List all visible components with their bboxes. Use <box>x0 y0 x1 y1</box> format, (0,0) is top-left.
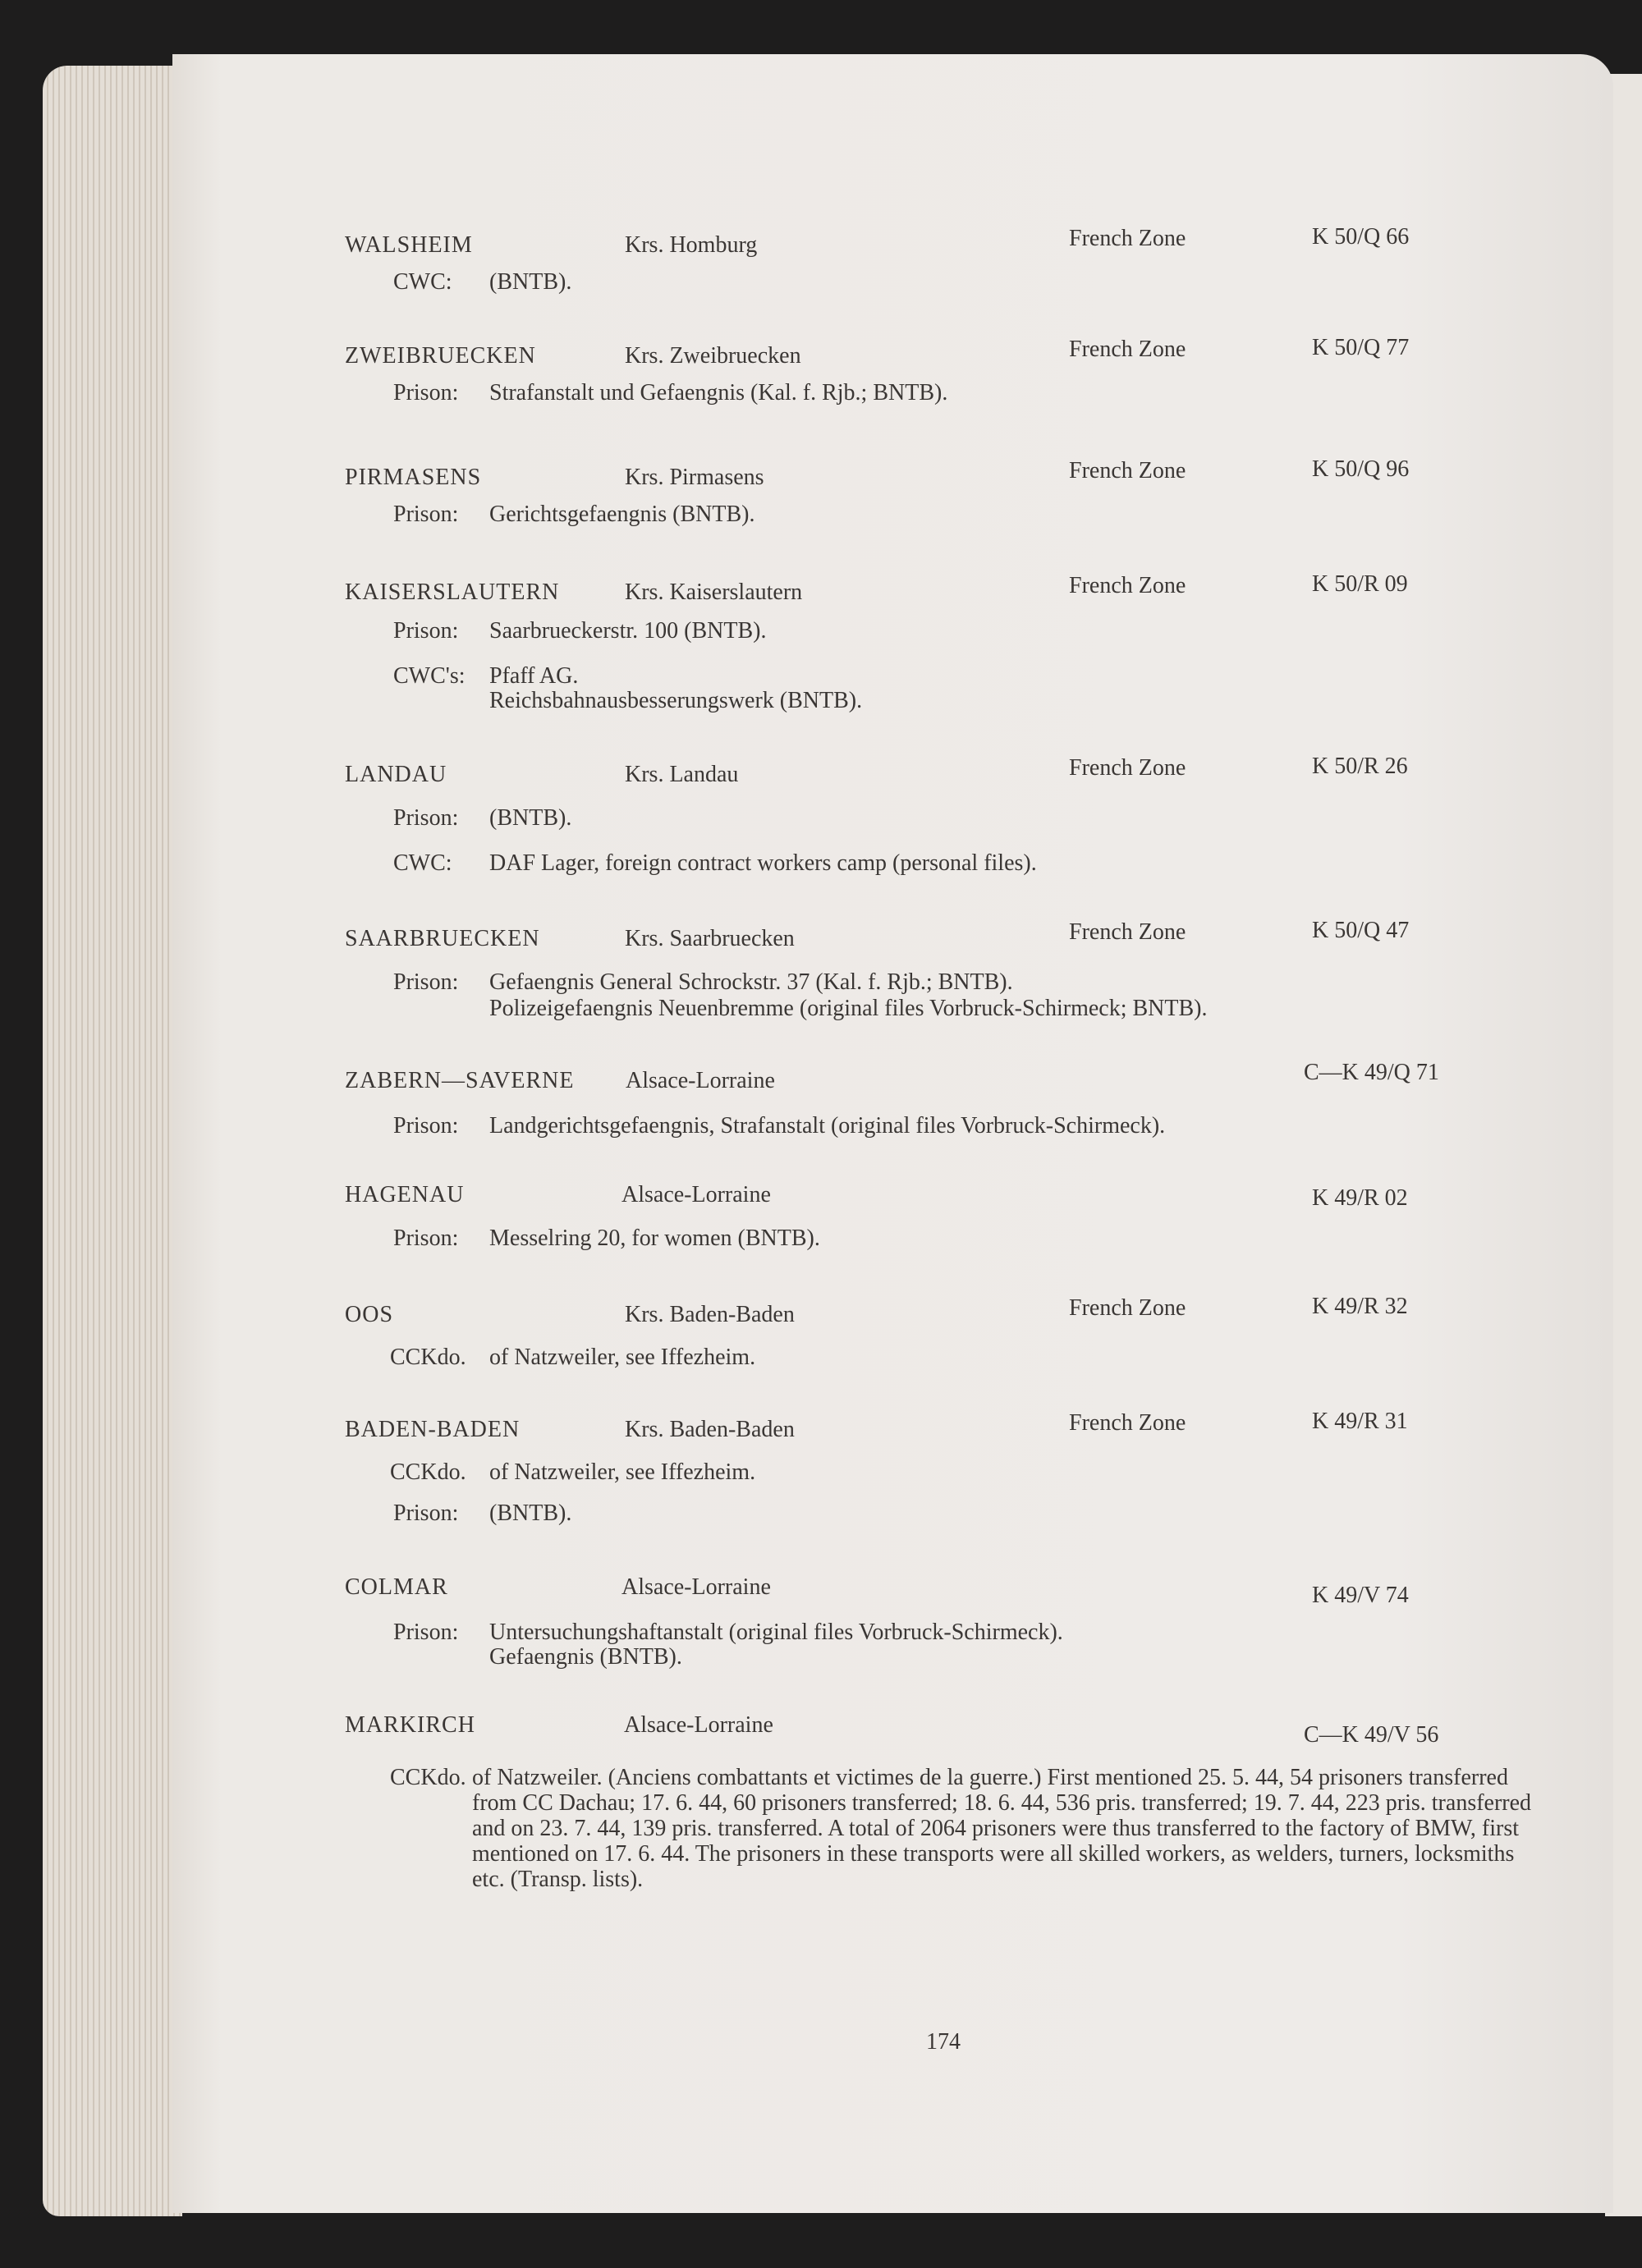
entry-zone: French Zone <box>1069 1295 1186 1321</box>
detail-text: of Natzweiler. (Anciens combattants et victimes de la guerre.) First mentioned 25. 5. 44, 54 prisoners transferred from CC Dachau; 17. 6. 44, 60 prisoners transferred; 18. 6. 44, 536 pris. transferred; 19. 7. 44, 223 pris. transferred and on 23. 7. 44, 139 pris. transferred. A total of 2064 prisoners were thus transferred to the factory of BMW, first mentioned on 17. 6. 44. The prisoners in these transports were all skilled workers, as welders, turners, locksmiths etc. (Transp. lists). <box>472 1765 1532 1892</box>
detail-label: CCKdo. <box>390 1765 466 1790</box>
detail-label: Prison: <box>393 969 459 995</box>
detail-text: (BNTB). <box>489 805 572 831</box>
detail-text: Untersuchungshaftanstalt (original files Vorbruck-Schirmeck). <box>489 1620 1063 1645</box>
detail-label: CWC: <box>393 850 452 876</box>
entry-ref: K 50/Q 66 <box>1312 224 1410 250</box>
detail-text: Saarbrueckerstr. 100 (BNTB). <box>489 618 767 644</box>
entry-name: MARKIRCH <box>345 1712 475 1738</box>
detail-label: CCKdo. <box>390 1345 466 1370</box>
markirch-description <box>390 1765 1548 1892</box>
entry-name: HAGENAU <box>345 1182 465 1207</box>
entry-district: Alsace-Lorraine <box>621 1182 771 1207</box>
entry-district: Alsace-Lorraine <box>624 1712 773 1738</box>
detail-label: CCKdo. <box>390 1459 466 1485</box>
detail-label: Prison: <box>393 1226 459 1251</box>
entry-zone: French Zone <box>1069 1410 1186 1436</box>
detail-text: Pfaff AG. <box>489 663 579 689</box>
detail-label: Prison: <box>393 618 459 644</box>
detail-label: Prison: <box>393 1501 459 1526</box>
entry-name: PIRMASENS <box>345 465 482 490</box>
entry-name: ZABERN—SAVERNE <box>345 1068 575 1093</box>
entry-zone: French Zone <box>1069 337 1186 362</box>
entry-zone: French Zone <box>1069 919 1186 945</box>
detail-text: (BNTB). <box>489 269 572 295</box>
detail-label: CWC's: <box>393 663 466 689</box>
entry-name: LANDAU <box>345 762 447 787</box>
detail-text: Messelring 20, for women (BNTB). <box>489 1226 820 1251</box>
entry-ref: K 49/V 74 <box>1312 1583 1409 1608</box>
entry-ref: K 49/R 31 <box>1312 1409 1408 1434</box>
detail-text: of Natzweiler, see Iffezheim. <box>489 1345 756 1370</box>
entry-ref: K 50/R 09 <box>1312 571 1408 597</box>
detail-text: Gerichtsgefaengnis (BNTB). <box>489 502 755 527</box>
detail-label: Prison: <box>393 1113 459 1139</box>
entry-zone: French Zone <box>1069 226 1186 251</box>
entry-name: WALSHEIM <box>345 232 473 258</box>
entry-district: Krs. Homburg <box>625 232 758 258</box>
entry-district: Krs. Pirmasens <box>625 465 764 490</box>
entry-ref: K 50/R 26 <box>1312 754 1408 779</box>
detail-text: (BNTB). <box>489 1501 572 1526</box>
entry-ref: C—K 49/Q 71 <box>1304 1060 1439 1085</box>
detail-text: Gefaengnis General Schrockstr. 37 (Kal. f. Rjb.; BNTB). <box>489 969 1013 995</box>
detail-text: Reichsbahnausbesserungswerk (BNTB). <box>489 688 863 713</box>
entry-name: ZWEIBRUECKEN <box>345 343 536 369</box>
entry-name: SAARBRUECKEN <box>345 926 540 951</box>
detail-text: DAF Lager, foreign contract workers camp (personal files). <box>489 850 1037 876</box>
entry-name: KAISERSLAUTERN <box>345 580 560 605</box>
detail-label: Prison: <box>393 805 459 831</box>
entry-district: Krs. Zweibruecken <box>625 343 801 369</box>
detail-text: Polizeigefaengnis Neuenbremme (original files Vorbruck-Schirmeck; BNTB). <box>489 996 1208 1021</box>
entry-ref: K 50/Q 77 <box>1312 335 1410 360</box>
entry-zone: French Zone <box>1069 755 1186 781</box>
entry-district: Krs. Kaiserslautern <box>625 580 803 605</box>
entry-ref: K 50/Q 96 <box>1312 456 1410 482</box>
entry-zone: French Zone <box>1069 573 1186 598</box>
entry-district: Alsace-Lorraine <box>621 1574 771 1600</box>
page-number: 174 <box>926 2029 961 2055</box>
detail-label: CWC: <box>393 269 452 295</box>
detail-label: Prison: <box>393 1620 459 1645</box>
detail-text: Gefaengnis (BNTB). <box>489 1644 682 1670</box>
entry-zone: French Zone <box>1069 458 1186 483</box>
page-edges <box>43 66 182 2216</box>
entry-ref: K 50/Q 47 <box>1312 918 1410 943</box>
entry-district: Krs. Baden-Baden <box>625 1302 795 1327</box>
entry-ref: C—K 49/V 56 <box>1304 1722 1439 1748</box>
detail-label: Prison: <box>393 380 459 405</box>
entry-name: BADEN-BADEN <box>345 1417 521 1442</box>
detail-text: Landgerichtsgefaengnis, Strafanstalt (original files Vorbruck-Schirmeck). <box>489 1113 1166 1139</box>
entry-district: Alsace-Lorraine <box>626 1068 775 1093</box>
entry-name: OOS <box>345 1302 394 1327</box>
detail-text: Strafanstalt und Gefaengnis (Kal. f. Rjb.; BNTB). <box>489 380 948 405</box>
detail-text: of Natzweiler, see Iffezheim. <box>489 1459 756 1485</box>
entry-name: COLMAR <box>345 1574 448 1600</box>
entry-district: Krs. Baden-Baden <box>625 1417 795 1442</box>
entry-ref: K 49/R 02 <box>1312 1185 1408 1211</box>
detail-label: Prison: <box>393 502 459 527</box>
entry-ref: K 49/R 32 <box>1312 1294 1408 1319</box>
entry-district: Krs. Landau <box>625 762 739 787</box>
entry-district: Krs. Saarbruecken <box>625 926 795 951</box>
